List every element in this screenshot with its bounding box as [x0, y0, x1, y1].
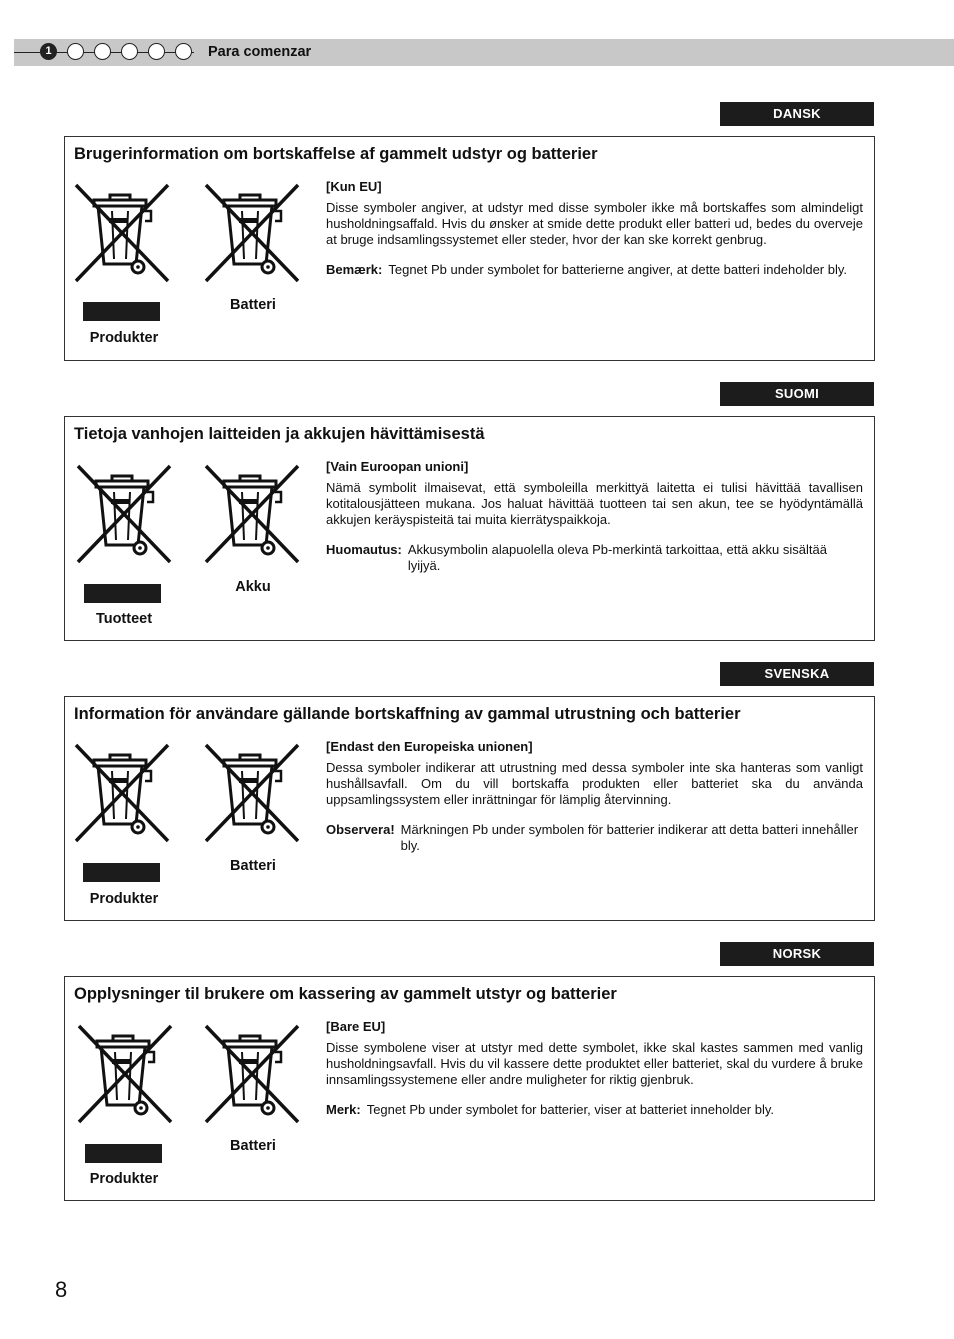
- crossed-bin-product-icon: [74, 462, 174, 566]
- section-text: [326, 179, 863, 278]
- note: [326, 822, 863, 854]
- crossed-bin-product-icon: [75, 1022, 175, 1126]
- scope-label: [Bare EU]: [326, 1019, 386, 1034]
- body-text: Disse symboler angiver, at udstyr med disse symboler ikke må bortskaffes som almindeligt husholdningsaffald. Hvis du ønsker at smide dette produkt eller batteri ud, bedes du overveje at bruge indsamlingssystemet eller steder, hvor der kan ske korrekt genbrug.: [326, 200, 863, 247]
- section-title: Brugerinformation om bortskaffelse af gammelt udstyr og batterier: [74, 145, 598, 163]
- section-text: [326, 1019, 863, 1118]
- product-mark-bar: [83, 302, 160, 321]
- body-text: Disse symbolene viser at utstyr med dette symbolet, ikke skal kastes sammen med vanlig husholdningsavfall. Hvis du vil kassere dette produktet eller batteriet, skal du vurdere å bruke innsamlingssystemene eller andre muligheter for riktig gjenbruk.: [326, 1040, 863, 1087]
- note: [326, 542, 863, 574]
- disposal-section-dansk: [64, 136, 875, 361]
- product-mark-bar: [85, 1144, 162, 1163]
- battery-label: Batteri: [230, 297, 276, 313]
- note: [326, 1102, 863, 1118]
- note-label: Huomautus:: [326, 542, 402, 557]
- disposal-section-norsk: [64, 976, 875, 1201]
- body-text: Dessa symboler indikerar att utrustning med dessa symboler inte ska hanteras som vanligt hushållsavfall. Om du vill bortskaffa produkten eller batteriet ska du använda uppsamlingssystem eller inrättningar för lämplig återvinning.: [326, 760, 863, 807]
- product-label: Produkter: [89, 330, 159, 346]
- product-mark-bar: [83, 863, 160, 882]
- section-text: [326, 739, 863, 854]
- body-text: Nämä symbolit ilmaisevat, että symboleilla merkittyä laitetta ei tulisi hävittää tavallisen kotitalousjätteen mukana. Jos haluat hävittää tuotteen tai sen akun, tee se hyödyntämällä akkujen keräyspisteitä tai muita kierrätyspaikkoja.: [326, 480, 863, 527]
- scope-label: [Vain Euroopan unioni]: [326, 459, 469, 474]
- note-label: Bemærk:: [326, 262, 383, 277]
- battery-label: Akku: [235, 579, 271, 595]
- note-text: Akkusymbolin alapuolella oleva Pb-merkintä tarkoittaa, että akku sisältää lyijyä.: [407, 542, 827, 573]
- crossed-bin-battery-icon: [202, 1022, 302, 1126]
- product-label: Tuotteet: [95, 611, 153, 627]
- crossed-bin-product-icon: [72, 181, 172, 285]
- chapter-title: Para comenzar: [208, 44, 312, 60]
- product-label: Produkter: [89, 1171, 159, 1187]
- scope-label: [Kun EU]: [326, 179, 382, 194]
- disposal-section-svenska: [64, 696, 875, 921]
- chapter-step-3: [94, 43, 111, 60]
- battery-label: Batteri: [230, 1138, 276, 1154]
- note-label: Observera!: [326, 822, 395, 837]
- language-tab-svenska: SVENSKA: [720, 662, 874, 686]
- section-title: Tietoja vanhojen laitteiden ja akkujen hävittämisestä: [74, 425, 485, 443]
- note-label: Merk:: [326, 1102, 361, 1117]
- crossed-bin-battery-icon: [202, 741, 302, 845]
- scope-label: [Endast den Europeiska unionen]: [326, 739, 533, 754]
- language-tab-suomi: SUOMI: [720, 382, 874, 406]
- language-tab-norsk: NORSK: [720, 942, 874, 966]
- section-text: [326, 459, 863, 574]
- note-text: Tegnet Pb under symbolet for batterier, viser at batteriet inneholder bly.: [366, 1102, 775, 1117]
- crossed-bin-battery-icon: [202, 462, 302, 566]
- disposal-section-suomi: [64, 416, 875, 641]
- crossed-bin-battery-icon: [202, 181, 302, 285]
- note-text: Tegnet Pb under symbolet for batterierne angiver, at dette batteri indeholder bly.: [388, 262, 848, 277]
- chapter-step-4: [121, 43, 138, 60]
- chapter-step-2: [67, 43, 84, 60]
- chapter-step-5: [148, 43, 165, 60]
- crossed-bin-product-icon: [72, 741, 172, 845]
- note-text: Märkningen Pb under symbolen för batterier indikerar att detta batteri innehåller bly.: [400, 822, 859, 853]
- battery-label: Batteri: [230, 858, 276, 874]
- section-title: Opplysninger til brukere om kassering av gammelt utstyr og batterier: [74, 985, 617, 1003]
- chapter-step-6: [175, 43, 192, 60]
- product-label: Produkter: [89, 891, 159, 907]
- chapter-header: [14, 39, 954, 66]
- product-mark-bar: [84, 584, 161, 603]
- language-tab-dansk: DANSK: [720, 102, 874, 126]
- note: [326, 262, 863, 278]
- chapter-step-1: 1: [40, 43, 57, 60]
- page-number: 8: [55, 1277, 68, 1302]
- section-title: Information för användare gällande bortskaffning av gammal utrustning och batterier: [74, 705, 741, 723]
